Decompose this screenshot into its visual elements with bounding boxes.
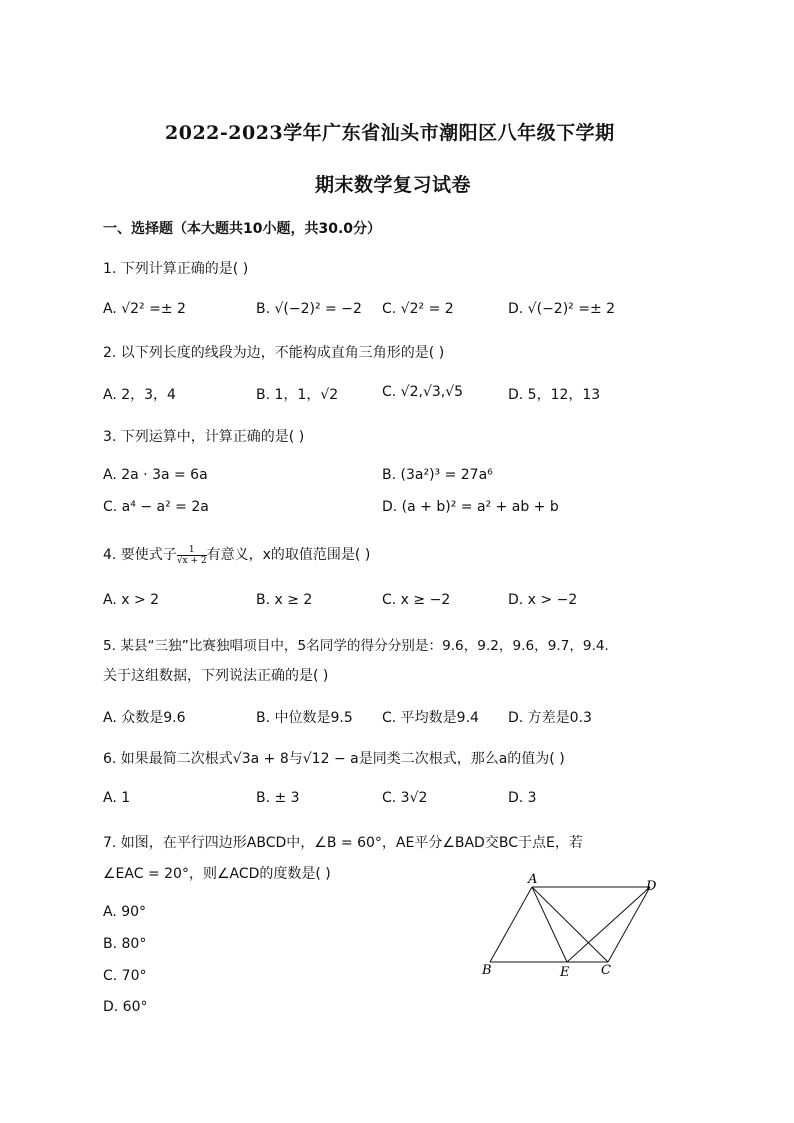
q2-option-c: C. √2,√3,√5 <box>382 384 464 400</box>
q1-option-b: B. √(−2)² = −2 <box>256 301 362 317</box>
question-4-stem <box>103 544 370 566</box>
q4-option-a: A. x > 2 <box>103 592 160 608</box>
q4-frac-num: 1 <box>177 545 207 556</box>
q3-option-c: C. a⁴ − a² = 2a <box>103 499 209 515</box>
q4-option-d: D. x > −2 <box>508 592 578 608</box>
question-6-stem: 6. 如果最简二次根式√3a + 8与√12 − a是同类二次根式，那么a的值为( ) <box>103 751 565 767</box>
q6-option-b: B. ± 3 <box>256 790 300 806</box>
q4-stem-after: 有意义，x的取值范围是( ) <box>206 547 371 563</box>
question-3-stem: 3. 下列运算中，计算正确的是( ) <box>103 429 305 445</box>
q7-option-a: A. 90° <box>103 904 147 920</box>
q7-option-c: C. 70° <box>103 968 147 984</box>
q3-option-b: B. (3a²)³ = 27a⁶ <box>382 467 493 483</box>
question-5-stem-line-2: 关于这组数据，下列说法正确的是( ) <box>103 668 329 684</box>
segment-ab <box>490 887 532 962</box>
q3-option-d: D. (a + b)² = a² + ab + b <box>382 499 559 515</box>
q2-option-d: D. 5，12，13 <box>508 387 601 403</box>
question-1-stem: 1. 下列计算正确的是( ) <box>103 261 249 277</box>
q5-option-a: A. 众数是9.6 <box>103 710 186 726</box>
segment-dc <box>608 887 650 962</box>
q6-option-c: C. 3√2 <box>382 790 428 806</box>
question-7-stem-line-2: ∠EAC = 20°，则∠ACD的度数是( ) <box>103 866 331 882</box>
question-5-stem-line-1: 5. 某县“三独”比赛独唱项目中，5名同学的得分分别是：9.6，9.2，9.6，9.7，9.4. <box>103 638 609 654</box>
q4-frac-den: √x + 2 <box>176 555 207 566</box>
segment-ae <box>532 887 567 962</box>
label-a: A <box>528 872 538 887</box>
q5-option-c: C. 平均数是9.4 <box>382 710 479 726</box>
question-7-stem-line-1: 7. 如图，在平行四边形ABCD中，∠B = 60°，AE平分∠BAD交BC于点E，若 <box>103 835 583 851</box>
q7-option-d: D. 60° <box>103 999 148 1015</box>
q1-option-c: C. √2² = 2 <box>382 301 454 317</box>
segment-ed <box>567 887 650 962</box>
label-c: C <box>601 963 611 978</box>
q1-option-a: A. √2² =± 2 <box>103 301 186 317</box>
q6-option-a: A. 1 <box>103 790 131 806</box>
q7-option-b: B. 80° <box>103 936 147 952</box>
parallelogram-figure <box>470 870 690 990</box>
q2-option-a: A. 2，3，4 <box>103 387 176 403</box>
q4-stem-before: 4. 要使式子 <box>103 547 177 563</box>
q5-option-b: B. 中位数是9.5 <box>256 710 353 726</box>
q4-option-b: B. x ≥ 2 <box>256 592 313 608</box>
q4-fraction <box>177 545 207 566</box>
section-heading: 一、选择题（本大题共10小题，共30.0分） <box>103 221 382 237</box>
segment-ac <box>532 887 608 962</box>
q6-option-d: D. 3 <box>508 790 537 806</box>
q5-option-d: D. 方差是0.3 <box>508 710 592 726</box>
label-d: D <box>646 879 657 894</box>
label-e: E <box>560 965 570 980</box>
label-b: B <box>482 963 492 978</box>
question-2-stem: 2. 以下列长度的线段为边，不能构成直角三角形的是( ) <box>103 345 445 361</box>
title-line-1: 2022-2023学年广东省汕头市潮阳区八年级下学期 <box>165 122 615 144</box>
q4-option-c: C. x ≥ −2 <box>382 592 451 608</box>
q3-option-a: A. 2a · 3a = 6a <box>103 467 208 483</box>
title-line-2: 期末数学复习试卷 <box>315 174 472 196</box>
q1-option-d: D. √(−2)² =± 2 <box>508 301 616 317</box>
q2-option-b: B. 1，1，√2 <box>256 387 339 403</box>
